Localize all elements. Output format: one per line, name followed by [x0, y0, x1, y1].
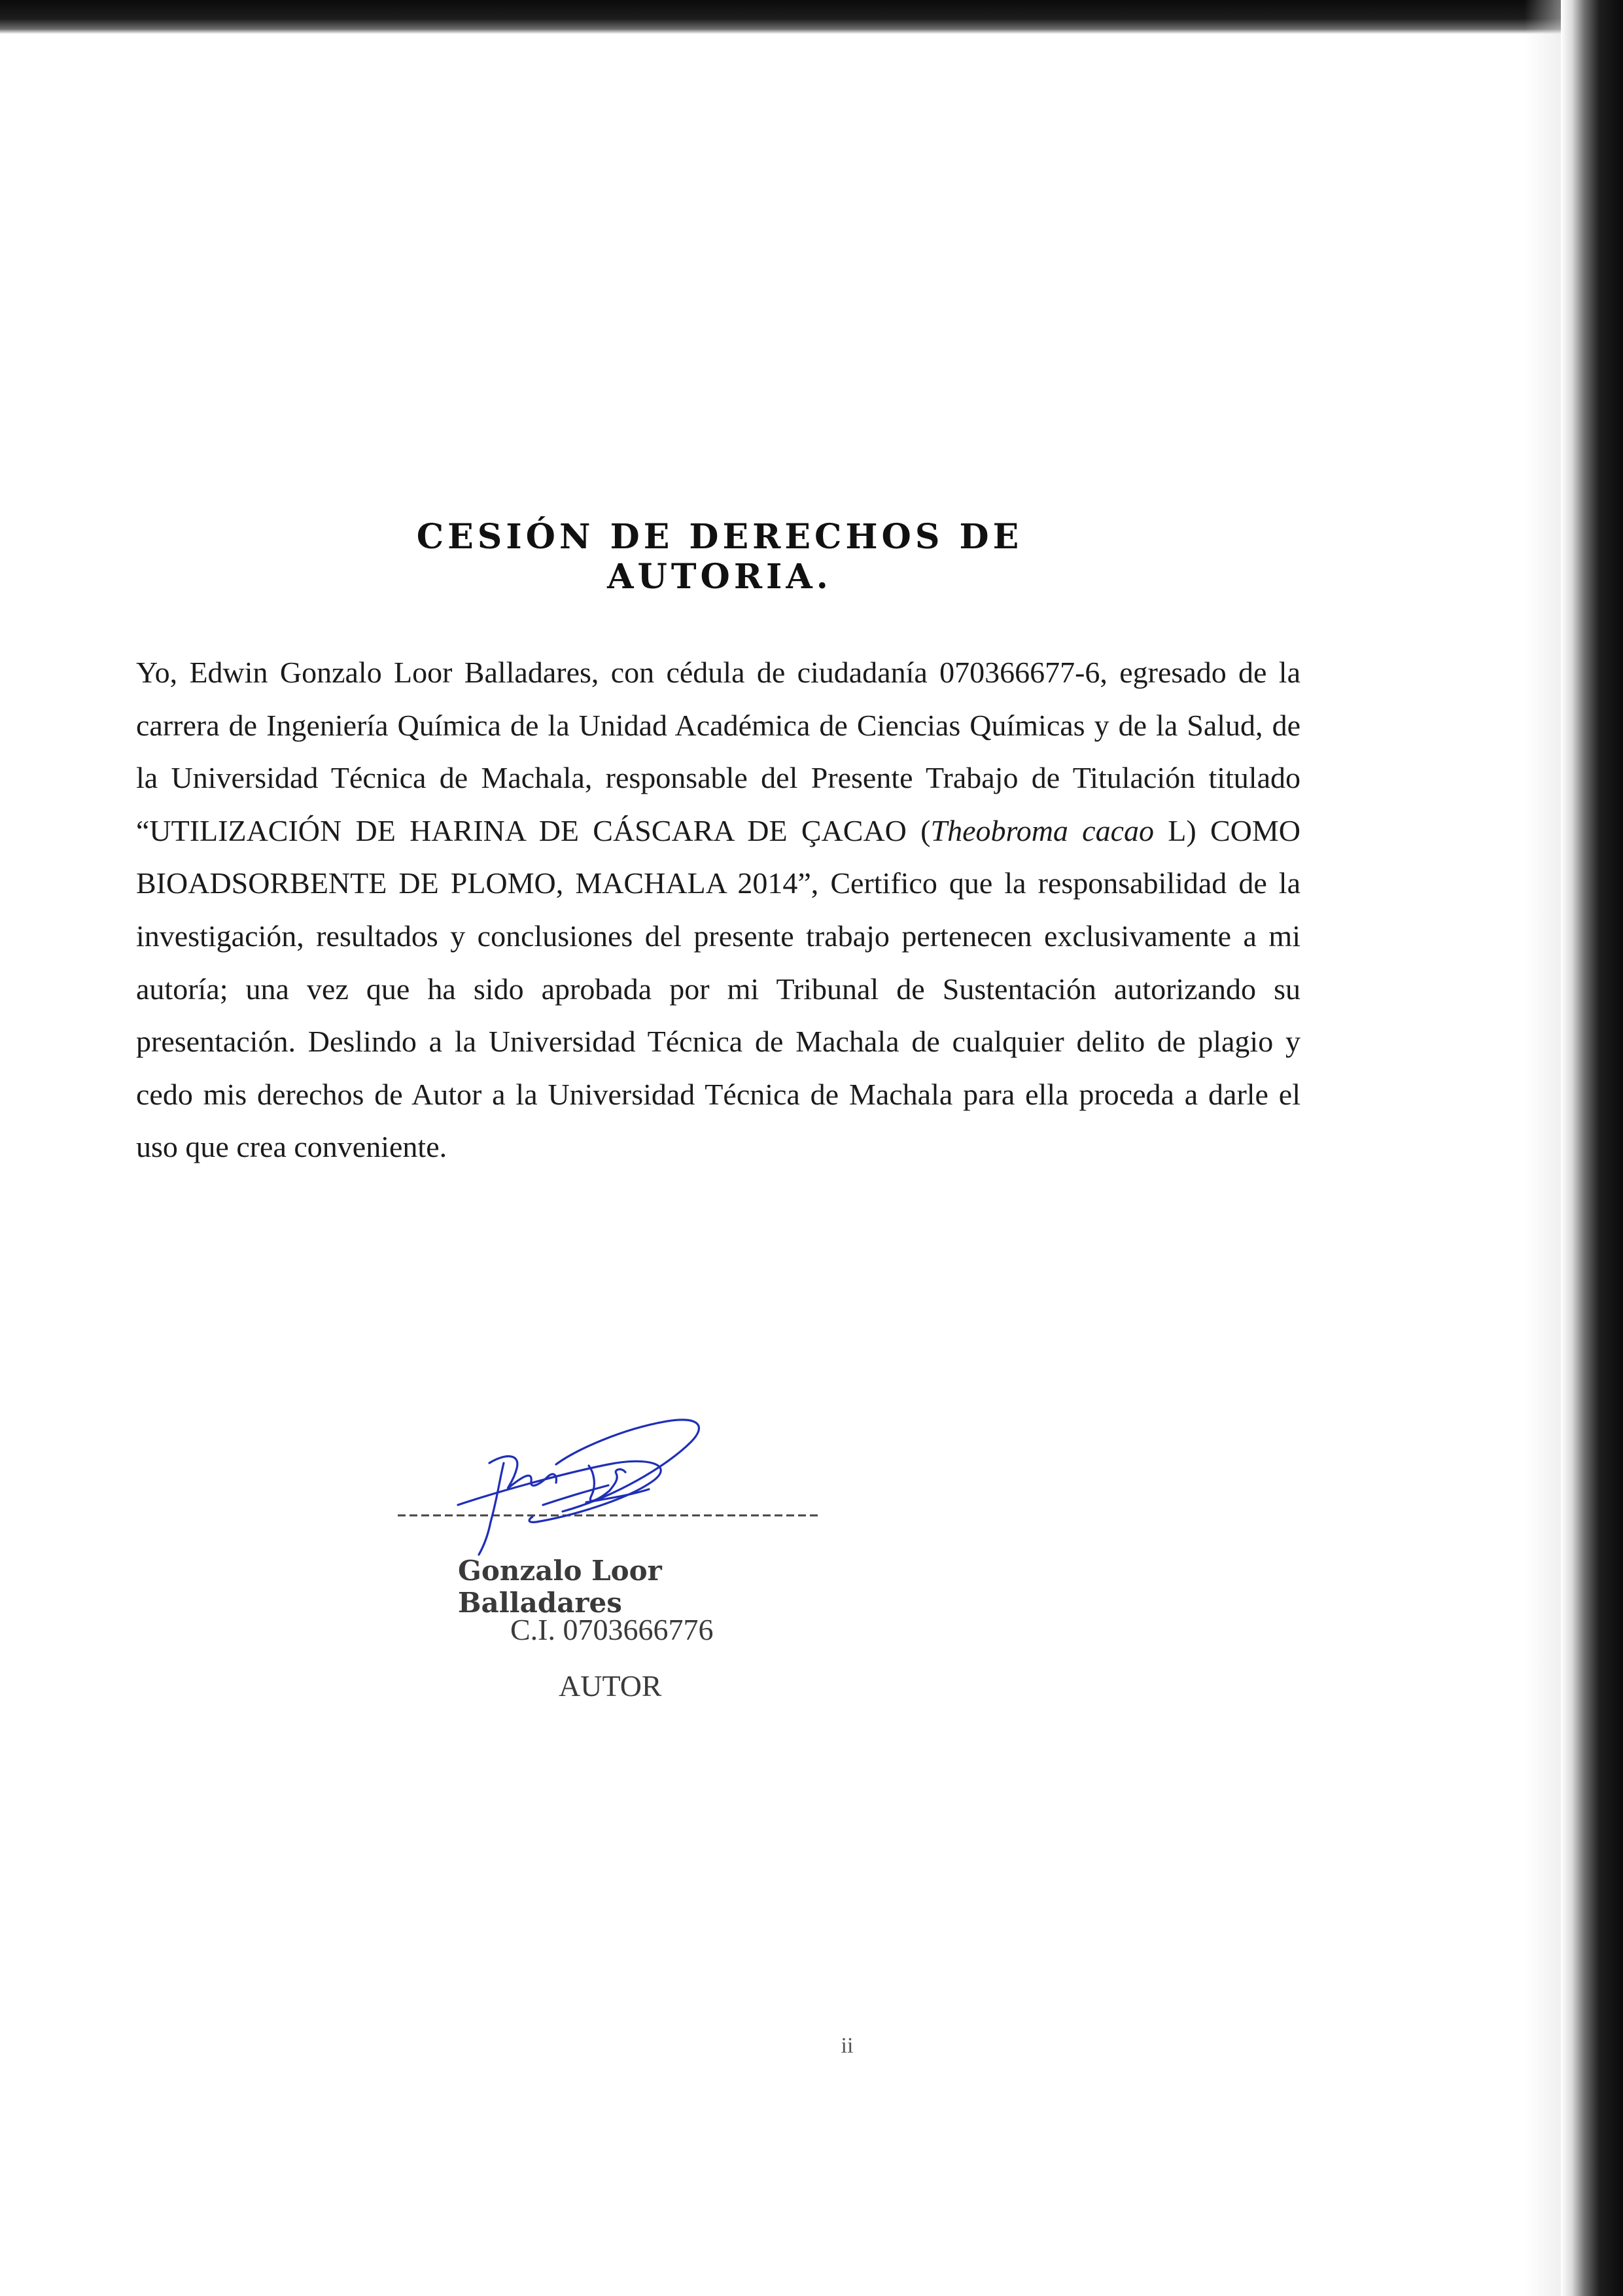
- signer-role: AUTOR: [559, 1669, 662, 1703]
- species-name: Theobroma cacao: [930, 813, 1155, 847]
- handwritten-signature: [458, 1420, 699, 1555]
- scan-top-border: [0, 0, 1623, 34]
- scan-right-border: [1561, 0, 1623, 2296]
- declaration-text-part1: Yo, Edwin Gonzalo Loor Balladares, con cédula de ciudadanía 070366677-6, egresado de la carrera de Ingeniería Química de la Unidad Académica de Ciencias Químicas y de la Salud, de la Universidad Técnica de Machala, responsable del Presente Trabajo de Titulación titulado “UTILIZACIÓN DE HARINA DE CÁSCARA DE ÇACAO (: [136, 656, 1300, 847]
- document-title: CESIÓN DE DERECHOS DE AUTORIA.: [416, 517, 1023, 597]
- signer-name: Gonzalo Loor Balladares: [458, 1555, 662, 1619]
- signature-graphic: [393, 1400, 850, 1557]
- declaration-paragraph: [136, 646, 1300, 1174]
- signature-block: [393, 1400, 850, 1767]
- page-number: ii: [841, 2034, 854, 2058]
- scan-page-edge: [1524, 0, 1563, 2296]
- declaration-text-part2: L) COMO BIOADSORBENTE DE PLOMO, MACHALA 2014”, Certifico que la responsabilidad de la investigación, resultados y conclusiones del presente trabajo pertenecen exclusivamente a mi autoría; una vez que ha sido aprobada por mi Tribunal de Sustentación autorizando su presentación. Deslindo a la Universidad Técnica de Machala de cualquier delito de plagio y cedo mis derechos de Autor a la Universidad Técnica de Machala para ella proceda a darle el uso que crea conveniente.: [136, 813, 1300, 1164]
- signer-id: C.I. 0703666776: [510, 1613, 714, 1646]
